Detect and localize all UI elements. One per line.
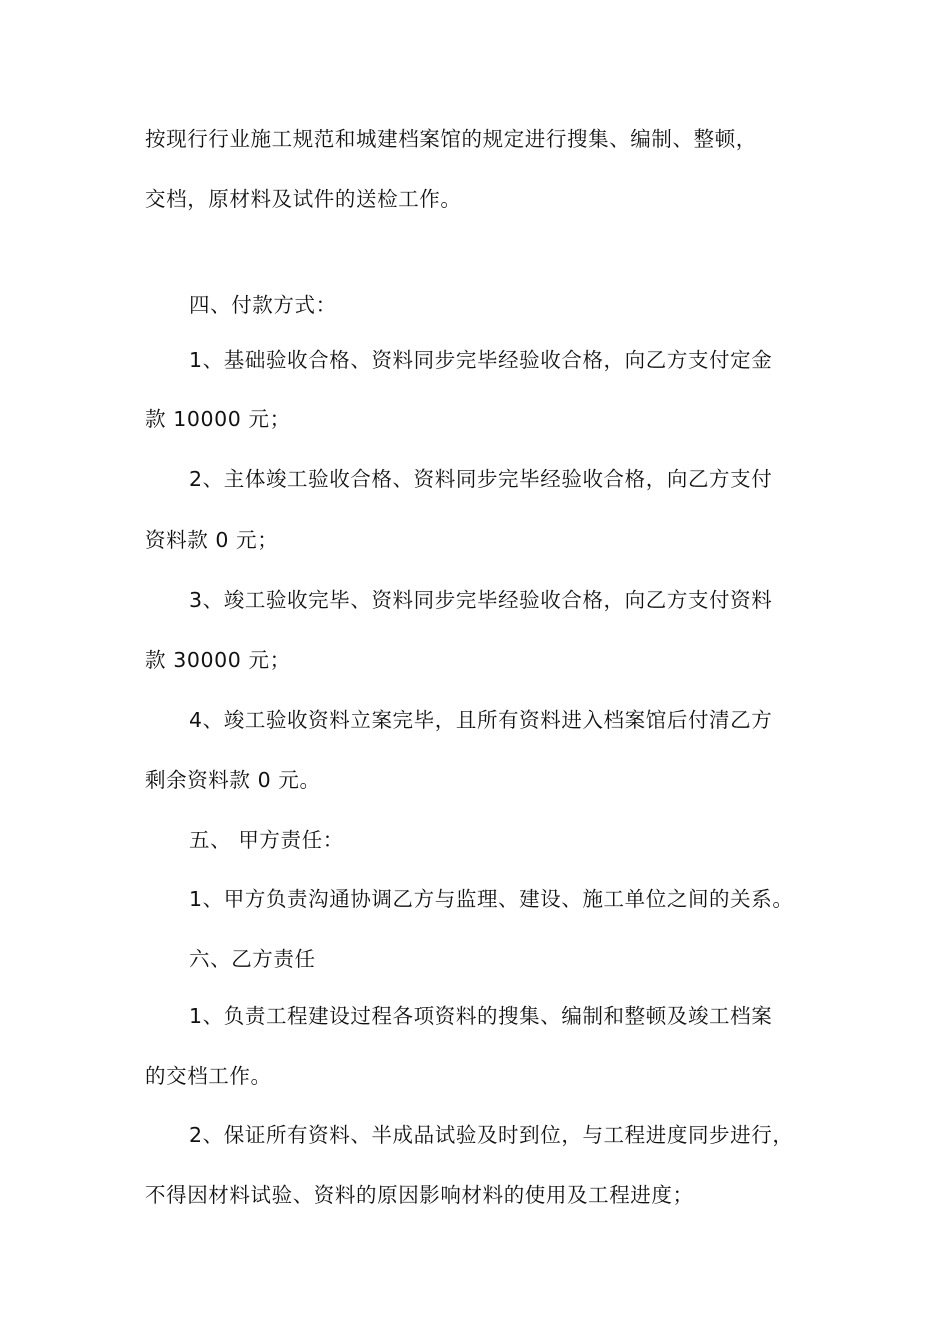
section-heading-party-b: 六、乙方责任: [189, 947, 316, 971]
section-heading-payment: 四、付款方式：: [189, 293, 337, 317]
payment-item-1: 1、基础验收合格、资料同步完毕经验收合格，向乙方支付定金: [189, 348, 773, 372]
paragraph-line: 交档，原材料及试件的送检工作。: [145, 187, 462, 211]
section-heading-party-a: 五、 甲方责任：: [189, 828, 344, 852]
payment-item-2-cont: 资料款 0 元；: [145, 528, 279, 552]
party-b-item-1-cont: 的交档工作。: [145, 1064, 272, 1088]
payment-item-2: 2、主体竣工验收合格、资料同步完毕经验收合格，向乙方支付: [189, 467, 773, 491]
payment-item-4-cont: 剩余资料款 0 元。: [145, 768, 321, 792]
payment-item-1-cont: 款 10000 元；: [145, 407, 291, 431]
party-b-item-2: 2、保证所有资料、半成品试验及时到位，与工程进度同步进行，: [189, 1123, 794, 1147]
party-b-item-1: 1、负责工程建设过程各项资料的搜集、编制和整顿及竣工档案: [189, 1004, 773, 1028]
payment-item-3: 3、竣工验收完毕、资料同步完毕经验收合格，向乙方支付资料: [189, 588, 773, 612]
payment-item-4: 4、竣工验收资料立案完毕，且所有资料进入档案馆后付清乙方: [189, 708, 773, 732]
payment-item-3-cont: 款 30000 元；: [145, 648, 291, 672]
paragraph-line: 按现行行业施工规范和城建档案馆的规定进行搜集、编制、整顿，: [145, 127, 757, 151]
party-b-item-2-cont: 不得因材料试验、资料的原因影响材料的使用及工程进度；: [145, 1183, 694, 1207]
party-a-item-1: 1、甲方负责沟通协调乙方与监理、建设、施工单位之间的关系。: [189, 887, 794, 911]
